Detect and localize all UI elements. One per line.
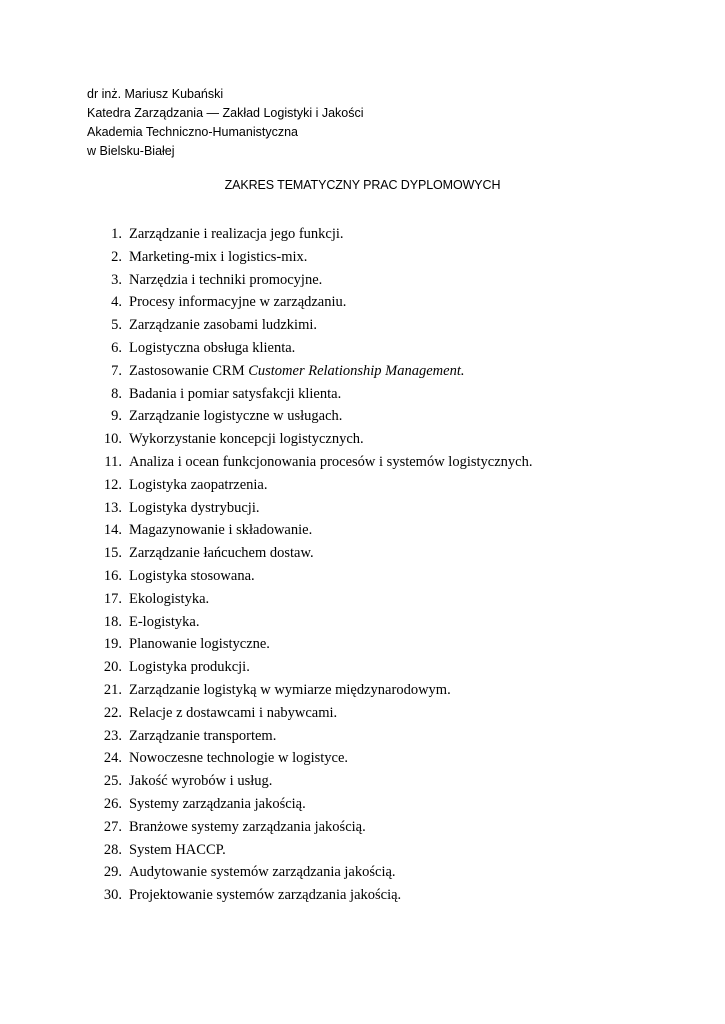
topic-number: 24. xyxy=(103,750,122,767)
topic-text xyxy=(129,793,306,816)
topic-number: 14. xyxy=(103,522,122,539)
topic-text-plain: Wykorzystanie koncepcji logistycznych. xyxy=(129,431,364,448)
topic-number: 19. xyxy=(103,636,122,653)
topic-text-plain: E-logistyka. xyxy=(129,613,200,630)
topic-text-plain: System HACCP. xyxy=(129,841,226,858)
topic-text-plain: Logistyczna obsługa klienta. xyxy=(129,339,296,356)
topic-text-plain: Systemy zarządzania jakością. xyxy=(129,795,306,812)
topic-text-plain: Logistyka zaopatrzenia. xyxy=(129,476,268,493)
topic-text xyxy=(129,497,260,520)
topic-text-plain: Analiza i ocean funkcjonowania procesów i systemów logistycznych. xyxy=(129,453,533,470)
topic-number: 17. xyxy=(103,590,122,607)
topic-text-plain: Branżowe systemy zarządzania jakością. xyxy=(129,818,366,835)
topic-number: 26. xyxy=(103,795,122,812)
topic-number: 4. xyxy=(111,294,122,311)
topic-number: 8. xyxy=(111,385,122,402)
topic-text xyxy=(129,383,341,406)
topic-number: 12. xyxy=(103,476,122,493)
topic-number: 9. xyxy=(111,408,122,425)
topic-text xyxy=(129,269,322,292)
topic-text xyxy=(129,405,342,428)
topic-text-plain: Relacje z dostawcami i nabywcami. xyxy=(129,704,338,721)
topic-text xyxy=(129,770,272,793)
topic-text xyxy=(129,337,295,360)
topic-text xyxy=(129,816,366,839)
topic-text xyxy=(129,451,532,474)
topic-number: 1. xyxy=(111,226,122,242)
topic-text xyxy=(129,223,344,246)
topic-text-plain: Zarządzanie logistyczne w usługach. xyxy=(129,408,343,425)
topic-text xyxy=(129,633,270,656)
topic-number: 20. xyxy=(103,659,122,676)
topic-text-plain: Procesy informacyjne w zarządzaniu. xyxy=(129,294,347,311)
topic-text-plain: Projektowanie systemów zarządzania jakością. xyxy=(129,887,402,904)
topic-text-plain: Zarządzanie transportem. xyxy=(129,727,277,744)
topic-number: 21. xyxy=(103,681,122,698)
topic-text-plain: Jakość wyrobów i usług. xyxy=(129,773,273,790)
topic-text xyxy=(129,679,451,702)
topic-number: 16. xyxy=(103,567,122,584)
author-header xyxy=(87,85,364,161)
topic-text xyxy=(129,588,209,611)
topic-text-plain: Zarządzanie łańcuchem dostaw. xyxy=(129,545,314,562)
topic-text-plain: Nowoczesne technologie w logistyce. xyxy=(129,750,349,767)
academy-city: w Bielsku-Białej xyxy=(87,144,175,158)
topic-number: 23. xyxy=(103,727,122,744)
topic-number: 5. xyxy=(111,317,122,334)
topic-text-plain: Planowanie logistyczne. xyxy=(129,636,270,653)
topic-number: 29. xyxy=(103,864,122,881)
topic-text-plain: Zarządzanie i realizacja jego funkcji. xyxy=(129,226,344,242)
topic-text-plain: Logistyka dystrybucji. xyxy=(129,499,260,516)
topic-text-plain: Audytowanie systemów zarządzania jakością. xyxy=(129,864,396,881)
department-name: Katedra Zarządzania — Zakład Logistyki i Jakości xyxy=(87,106,364,120)
topic-text-plain: Marketing-mix i logistics-mix. xyxy=(129,248,308,265)
topic-text xyxy=(129,314,317,337)
topic-text xyxy=(129,747,348,770)
topic-text-plain: Badania i pomiar satysfakcji klienta. xyxy=(129,385,342,402)
topic-text xyxy=(129,474,268,497)
topic-text-plain: Magazynowanie i składowanie. xyxy=(129,522,313,539)
topic-text-plain: Narzędzia i techniki promocyjne. xyxy=(129,271,323,288)
topic-number: 28. xyxy=(103,841,122,858)
topic-text xyxy=(129,360,465,383)
topic-text xyxy=(129,428,364,451)
document-title: ZAKRES TEMATYCZNY PRAC DYPLOMOWYCH xyxy=(224,178,501,192)
topic-text xyxy=(129,725,276,748)
author-name: dr inż. Mariusz Kubański xyxy=(87,87,224,101)
topic-number: 30. xyxy=(103,887,122,904)
topic-text xyxy=(129,291,346,314)
topic-text xyxy=(129,839,226,862)
topic-text xyxy=(129,861,396,884)
topic-text xyxy=(129,884,401,907)
topic-text xyxy=(129,519,312,542)
topic-number: 7. xyxy=(111,362,122,379)
topic-text xyxy=(129,565,255,588)
topic-text xyxy=(129,542,314,565)
topic-number: 15. xyxy=(103,545,122,562)
topic-text-plain: Ekologistyka. xyxy=(129,590,210,607)
topic-text-plain: Logistyka stosowana. xyxy=(129,567,255,584)
topic-text-plain: Zarządzanie logistyką w wymiarze międzynarodowym. xyxy=(129,681,451,698)
topic-text-plain: Zastosowanie CRM xyxy=(129,362,249,379)
topic-number: 11. xyxy=(104,453,122,470)
topic-text xyxy=(129,246,307,269)
topic-number: 18. xyxy=(103,613,122,630)
topic-number: 25. xyxy=(103,773,122,790)
topic-text-plain: Zarządzanie zasobami ludzkimi. xyxy=(129,317,318,334)
topic-text xyxy=(129,702,337,725)
topic-number: 10. xyxy=(103,431,122,448)
topic-text-plain: Logistyka produkcji. xyxy=(129,659,250,676)
topic-number: 22. xyxy=(103,704,122,721)
topic-text xyxy=(129,656,250,679)
topic-number: 6. xyxy=(111,339,122,356)
topic-number: 13. xyxy=(103,499,122,516)
topic-text xyxy=(129,611,199,634)
topic-number: 3. xyxy=(111,271,122,288)
topic-text-italic: Customer Relationship Management. xyxy=(248,362,465,379)
academy-name: Akademia Techniczno-Humanistyczna xyxy=(87,125,298,139)
topic-number: 2. xyxy=(111,248,122,265)
topic-number: 27. xyxy=(103,818,122,835)
